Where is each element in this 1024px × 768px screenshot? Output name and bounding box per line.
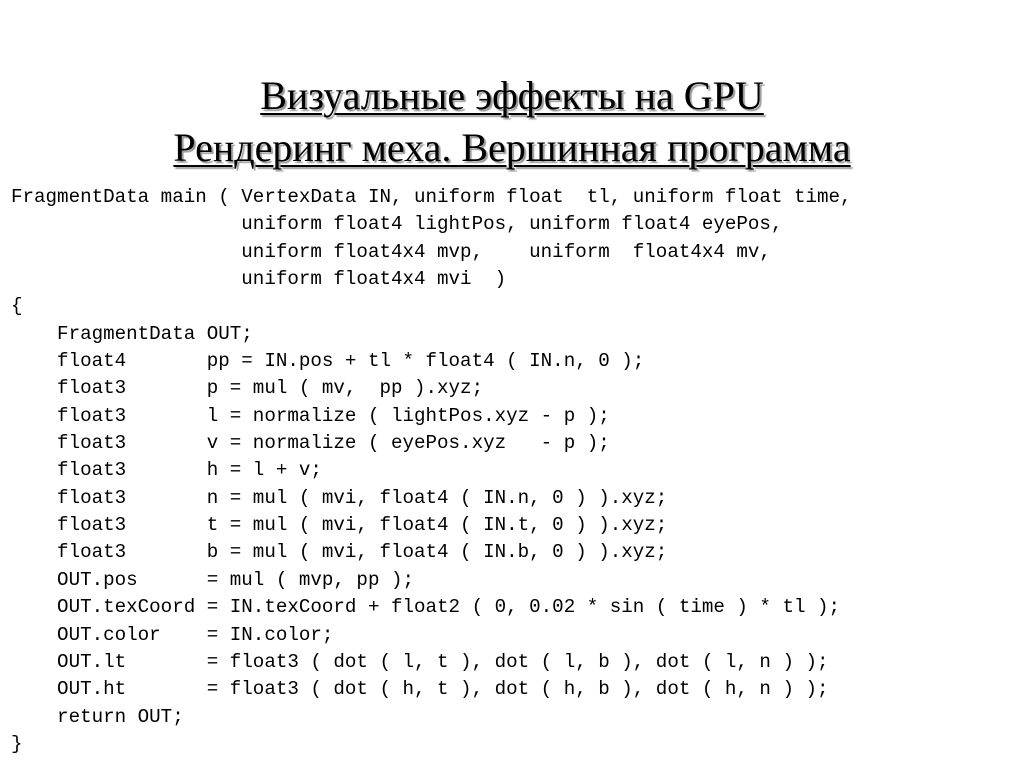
code-line: OUT.texCoord = IN.texCoord + float2 ( 0, 0.02 * sin ( time ) * tl ); [11, 596, 841, 619]
code-line: float3 h = l + v; [11, 459, 322, 482]
code-line: } [11, 732, 23, 755]
code-line: uniform float4 lightPos, uniform float4 eyePos, [11, 213, 783, 236]
code-listing [11, 184, 852, 758]
code-line: float3 v = normalize ( eyePos.xyz - p ); [11, 432, 610, 455]
code-line: uniform float4x4 mvi ) [11, 268, 507, 291]
code-line: float3 t = mul ( mvi, float4 ( IN.t, 0 ) ).xyz; [11, 514, 668, 537]
code-line: OUT.ht = float3 ( dot ( h, t ), dot ( h, b ), dot ( h, n ) ); [11, 678, 829, 701]
code-line: FragmentData main ( VertexData IN, uniform float tl, uniform float time, [11, 186, 852, 208]
code-line: float3 p = mul ( mv, pp ).xyz; [11, 377, 484, 400]
code-line: OUT.pos = mul ( mvp, pp ); [11, 568, 415, 591]
code-line: uniform float4x4 mvp, uniform float4x4 mv, [11, 240, 771, 263]
code-line: return OUT; [11, 705, 184, 728]
code-line: float3 l = normalize ( lightPos.xyz - p ); [11, 404, 610, 427]
code-line: OUT.lt = float3 ( dot ( l, t ), dot ( l, b ), dot ( l, n ) ); [11, 650, 829, 673]
code-line: { [11, 295, 23, 318]
title-line-1: Визуальные эффекты на GPU [260, 73, 764, 118]
code-line: OUT.color = IN.color; [11, 623, 334, 646]
code-line: FragmentData OUT; [11, 322, 253, 345]
code-line: float4 pp = IN.pos + tl * float4 ( IN.n, 0 ); [11, 350, 645, 373]
code-line: float3 b = mul ( mvi, float4 ( IN.b, 0 ) ).xyz; [11, 541, 668, 564]
slide-title [0, 70, 1024, 174]
title-line-2: Рендеринг меха. Вершинная программа [173, 125, 851, 170]
code-line: float3 n = mul ( mvi, float4 ( IN.n, 0 ) ).xyz; [11, 486, 668, 509]
